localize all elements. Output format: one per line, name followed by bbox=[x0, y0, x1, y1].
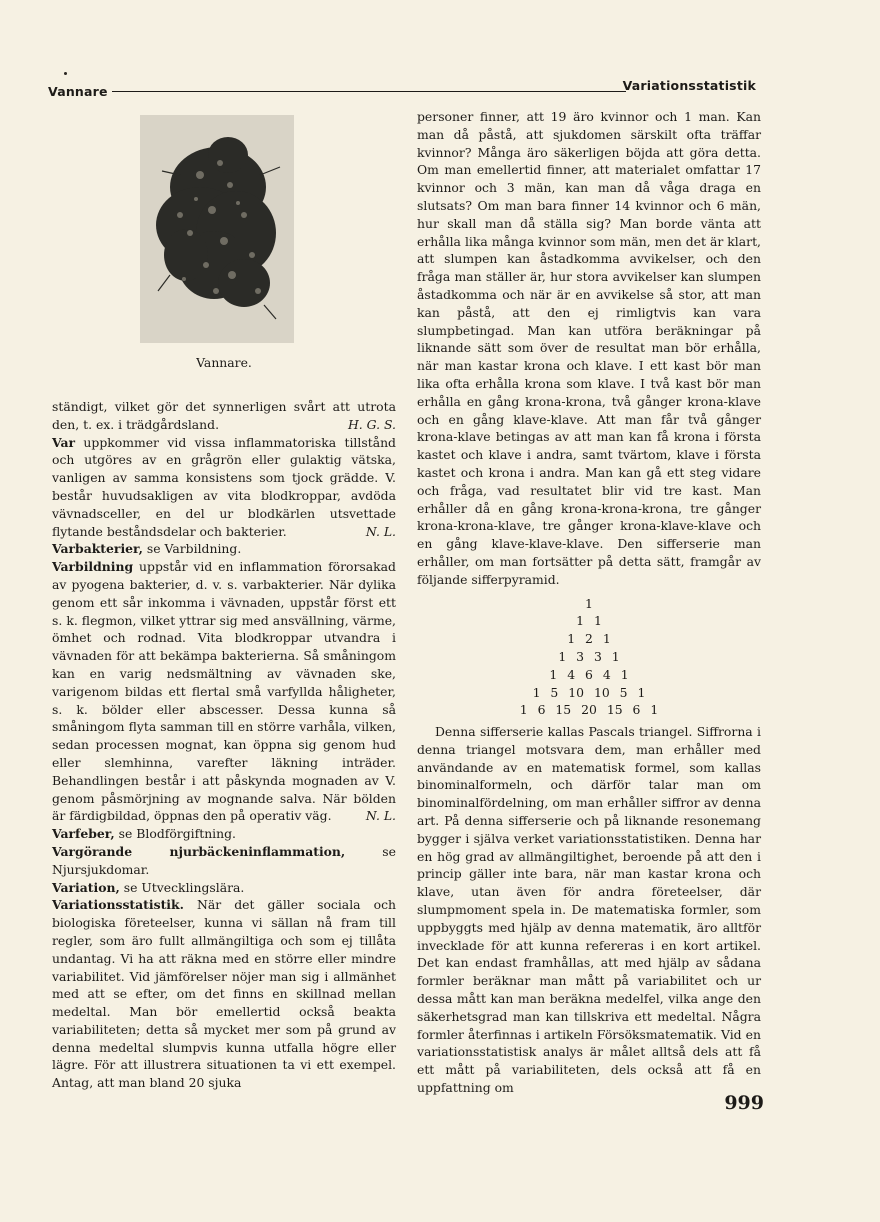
entry-text: se Njursjukdomar. bbox=[52, 843, 396, 877]
pyramid-row: 1 4 6 4 1 bbox=[549, 666, 629, 682]
entry-headword: Varfeber, bbox=[52, 826, 115, 842]
entry-headword: Variation, bbox=[52, 879, 120, 895]
page-number: 999 bbox=[724, 1092, 764, 1114]
right-column bbox=[417, 108, 761, 1097]
running-head bbox=[48, 78, 756, 98]
pyramid-row: 1 1 bbox=[576, 613, 602, 629]
article-paragraph: Denna sifferserie kallas Pascals triangel. Siffrorna i denna triangel motsvara dem, man erhåller med användande av en matematisk formel, som kallas binominalformeln, och därför talar man om binominalfördelning, om man erhåller siffror av denna art. På denna sifferserie och på liknande resonemang bygger i själva verket variationsstatistiken. Denna har en hög grad av allmängiltighet, beroende på att den i princip gäller inte bara, när man kastar krona och klave, utan även för andra företeelser, där slumpmoment spela in. De matematiska formler, som uppbyggts med hjälp av denna matematik, äro alltför invecklade för att kunna refereras i en kort artikel. Det kan endast framhållas, att med hjälp av sådana formler beräknar man mått på variabilitet och ur dessa mått kan man beräkna medelfel, vilka ange den säkerhetsgrad man kan tillskriva ett medeltal. Några formler återfinnas i artikeln Försöksmatematik. Vid en variationsstatistisk analys är målet alltså dels att få ett mått på variabiliteten, dels också att få en uppfattning om bbox=[417, 724, 761, 1096]
ink-dot bbox=[64, 72, 67, 75]
figure-caption: Vannare. bbox=[196, 355, 252, 370]
entry-text: uppkommer vid vissa inflammatoriska tillstånd och utgöres av en grågrön eller gulaktig vätska, vanligen av samma konsistens som tjock grädde. V. består huvudsakligen av vita blodkroppar, avdöda vävnadsceller, en del ur blodkärlen utsvettade flytande beståndsdelar och bakterier. bbox=[52, 434, 396, 539]
plant-photo-icon bbox=[140, 115, 294, 343]
entry-headword: Var bbox=[52, 434, 76, 450]
entry-text: När det gäller sociala och biologiska företeelser, kunna vi sällan nå fram till regler, som äro fullt allmängiltiga och som ej tillåta undantag. Vi ha att räkna med en större eller mindre variabilitet. Vid jämförelser nöjer man sig i allmänhet med att se efter, om det finns en skillnad mellan medeltal. Man bör emellertid också beakta variabiliteten; detta så mycket mer som på grund av denna medeltal slumpvis kunna utfalla högre eller lägre. För att illustrera situationen ta vi ett exempel. Antag, att man bland 20 sjuka bbox=[52, 897, 396, 1091]
entry-text: se Varbildning. bbox=[142, 541, 242, 557]
signature: H. G. S. bbox=[347, 416, 396, 432]
entry-continuation bbox=[52, 398, 396, 434]
pyramid-row: 1 6 15 20 15 6 1 bbox=[519, 702, 659, 718]
entry-text: ständigt, vilket gör det synnerligen svårt att utrota den, t. ex. i trädgårdsland. bbox=[52, 399, 396, 432]
entry-variation bbox=[52, 879, 396, 897]
entry-varbildning bbox=[52, 558, 396, 825]
entry-variationsstatistik bbox=[52, 896, 396, 1092]
signature: N. L. bbox=[365, 523, 396, 539]
pyramid-row: 1 5 10 10 5 1 bbox=[532, 684, 646, 700]
article-paragraph: personer finner, att 19 äro kvinnor och 1 man. Kan man då påstå, att sjukdomen särskilt ofta träffar kvinnor? Många äro säkerligen böjda att göra detta. Om man emellertid finner, att materialet omfattar 17 kvinnor och 3 män, kan man då våga draga en slutsats? Om man bara finner 14 kvinnor och 6 män, hur skall man då ställa sig? Man borde vänta att erhålla lika många kvinnor som män, men det är klart, att slumpen kan åstadkomma avvikelser, och den fråga man ställer är, hur stora avvikelser kan slumpen åstadkomma och när är en avvikelse så stor, att man kan påstå, att den ej rimligtvis kan vara slumpbetingad. Man kan utföra beräkningar på liknande sätt som över de resultat man bör erhålla, när man kastar krona och klave. I ett kast bör man lika ofta erhålla krona som klave. I två kast bör man erhålla en gång krona-krona, två gånger krona-klave och en gång klave-klave. Att man får två gånger krona-klave betingas av att man kan få krona i första kastet och klave i andra, samt tvärtom, klave i första kastet och krona i andra. Man kan gå ett steg vidare och fråga, vad resultatet blir vid tre kast. Man erhåller då en gång krona-krona-krona, tre gånger krona-krona-klave, tre gånger krona-klave-klave och en gång klave-klave-klave. Den sifferserie man erhåller, om man fortsätter på detta sätt, framgår av följande sifferpyramid. bbox=[417, 109, 761, 587]
pascal-pyramid bbox=[417, 595, 761, 720]
pyramid-row: 1 3 3 1 bbox=[558, 648, 620, 664]
signature: N. L. bbox=[365, 808, 396, 824]
entry-vargorande bbox=[52, 843, 396, 879]
entry-headword: Variationsstatistik. bbox=[52, 897, 184, 913]
header-rule bbox=[112, 91, 626, 92]
entry-varbakterier bbox=[52, 540, 396, 558]
entry-varfeber bbox=[52, 825, 396, 843]
entry-headword: Varbakterier, bbox=[52, 541, 143, 557]
running-head-left: Vannare bbox=[48, 84, 108, 99]
plant-photo bbox=[140, 115, 294, 343]
entry-text: uppstår vid en inflammation förorsakad av pyogena bakterier, d. v. s. varbakterier. När dylika genom ett sår inkomma i vävnaden, uppstår först ett s. k. flegmon, vilket yttrar sig med ansvällning, värme, ömhet och rodnad. Vita blodkroppar utvandra i vävnaden för att bekämpa bakterierna. Så småningom kan en varig nedsmältning av vävnaden ske, varigenom bildas ett flertal små varfyllda håligheter, s. k. bölder eller abscesser. Dessa kunna så småningom flyta samman till en större varhåla, vilken, sedan processen mognat, kan öppna sig genom hud eller slemhinna, varefter läkning inträder. Behandlingen består i att påskynda mognaden av V. genom påsmörjning av mognande salva. När bölden är färdigbildad, öppnas den på operativ väg. bbox=[52, 559, 396, 824]
pyramid-row: 1 bbox=[585, 595, 593, 611]
left-column bbox=[52, 398, 396, 1092]
running-head-right: Variationsstatistik bbox=[622, 78, 756, 93]
entry-var bbox=[52, 434, 396, 541]
entry-headword: Varbildning bbox=[52, 559, 134, 575]
entry-headword: Vargörande njurbäckeninflammation, bbox=[52, 843, 346, 859]
pyramid-row: 1 2 1 bbox=[567, 631, 611, 647]
entry-text: se Blodförgiftning. bbox=[114, 826, 236, 842]
entry-text: se Utvecklingslära. bbox=[119, 879, 245, 895]
